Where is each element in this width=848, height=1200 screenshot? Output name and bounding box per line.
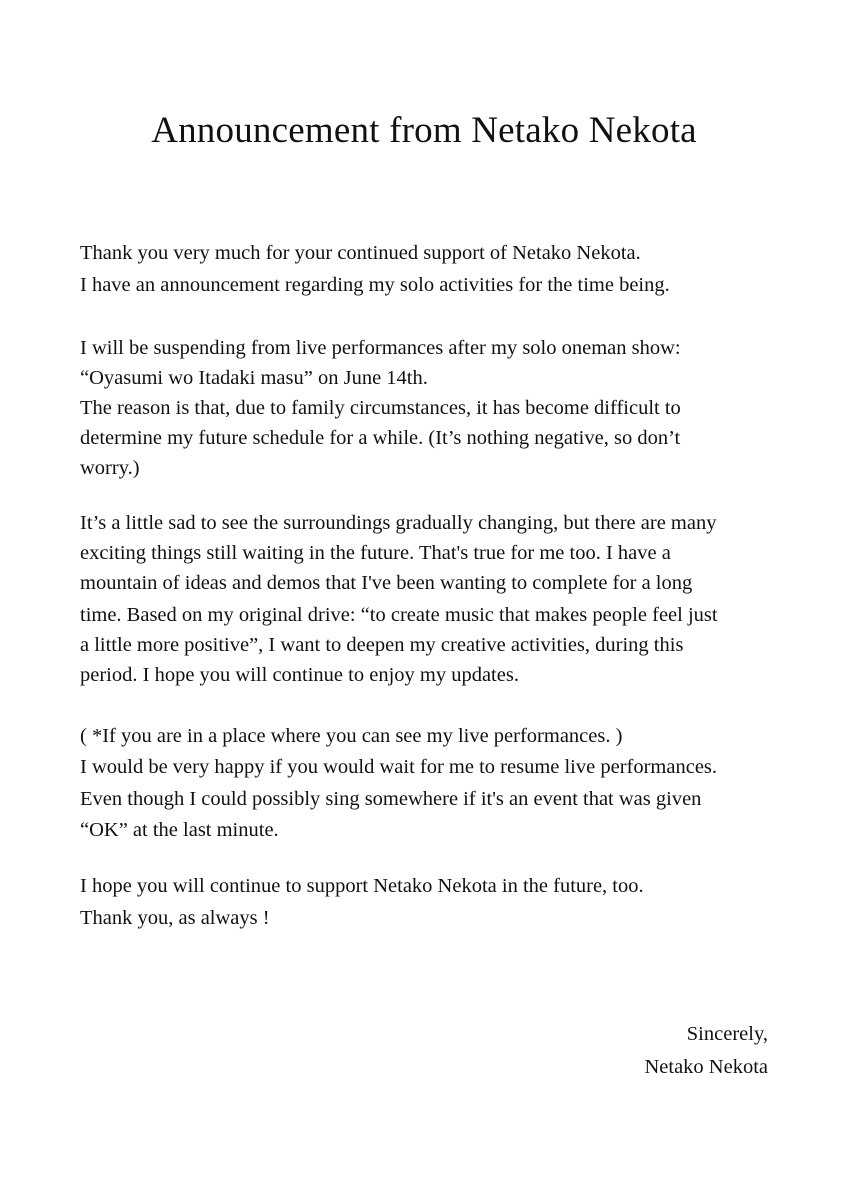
paragraph-line: I hope you will continue to support Netako Nekota in the future, too. <box>80 875 644 897</box>
paragraph-line: I will be suspending from live performances after my solo oneman show: <box>80 337 681 359</box>
paragraph-line: worry.) <box>80 457 140 479</box>
paragraph-line: Even though I could possibly sing somewhere if it's an event that was given <box>80 788 702 810</box>
paragraph-line: I have an announcement regarding my solo activities for the time being. <box>80 274 670 296</box>
signature-name: Netako Nekota <box>644 1056 768 1078</box>
paragraph-line: Thank you very much for your continued support of Netako Nekota. <box>80 242 641 264</box>
paragraph-line: determine my future schedule for a while. (It’s nothing negative, so don’t <box>80 427 681 449</box>
paragraph-line: mountain of ideas and demos that I've been wanting to complete for a long <box>80 572 693 594</box>
paragraph-line: period. I hope you will continue to enjoy my updates. <box>80 664 519 686</box>
paragraph-line: a little more positive”, I want to deepen my creative activities, during this <box>80 634 684 656</box>
paragraph-line: “Oyasumi wo Itadaki masu” on June 14th. <box>80 367 428 389</box>
paragraph-line: time. Based on my original drive: “to create music that makes people feel just <box>80 604 718 626</box>
paragraph-line: “OK” at the last minute. <box>80 819 279 841</box>
paragraph-line: The reason is that, due to family circumstances, it has become difficult to <box>80 397 681 419</box>
signature-closing: Sincerely, <box>686 1023 768 1045</box>
paragraph-line: I would be very happy if you would wait for me to resume live performances. <box>80 756 718 778</box>
paragraph-line: exciting things still waiting in the future. That's true for me too. I have a <box>80 542 671 564</box>
page-title: Announcement from Netako Nekota <box>151 110 697 151</box>
paragraph-line: Thank you, as always ! <box>80 907 270 929</box>
paragraph-line: It’s a little sad to see the surroundings gradually changing, but there are many <box>80 512 717 534</box>
paragraph-line: ( *If you are in a place where you can see my live performances. ) <box>80 725 623 747</box>
